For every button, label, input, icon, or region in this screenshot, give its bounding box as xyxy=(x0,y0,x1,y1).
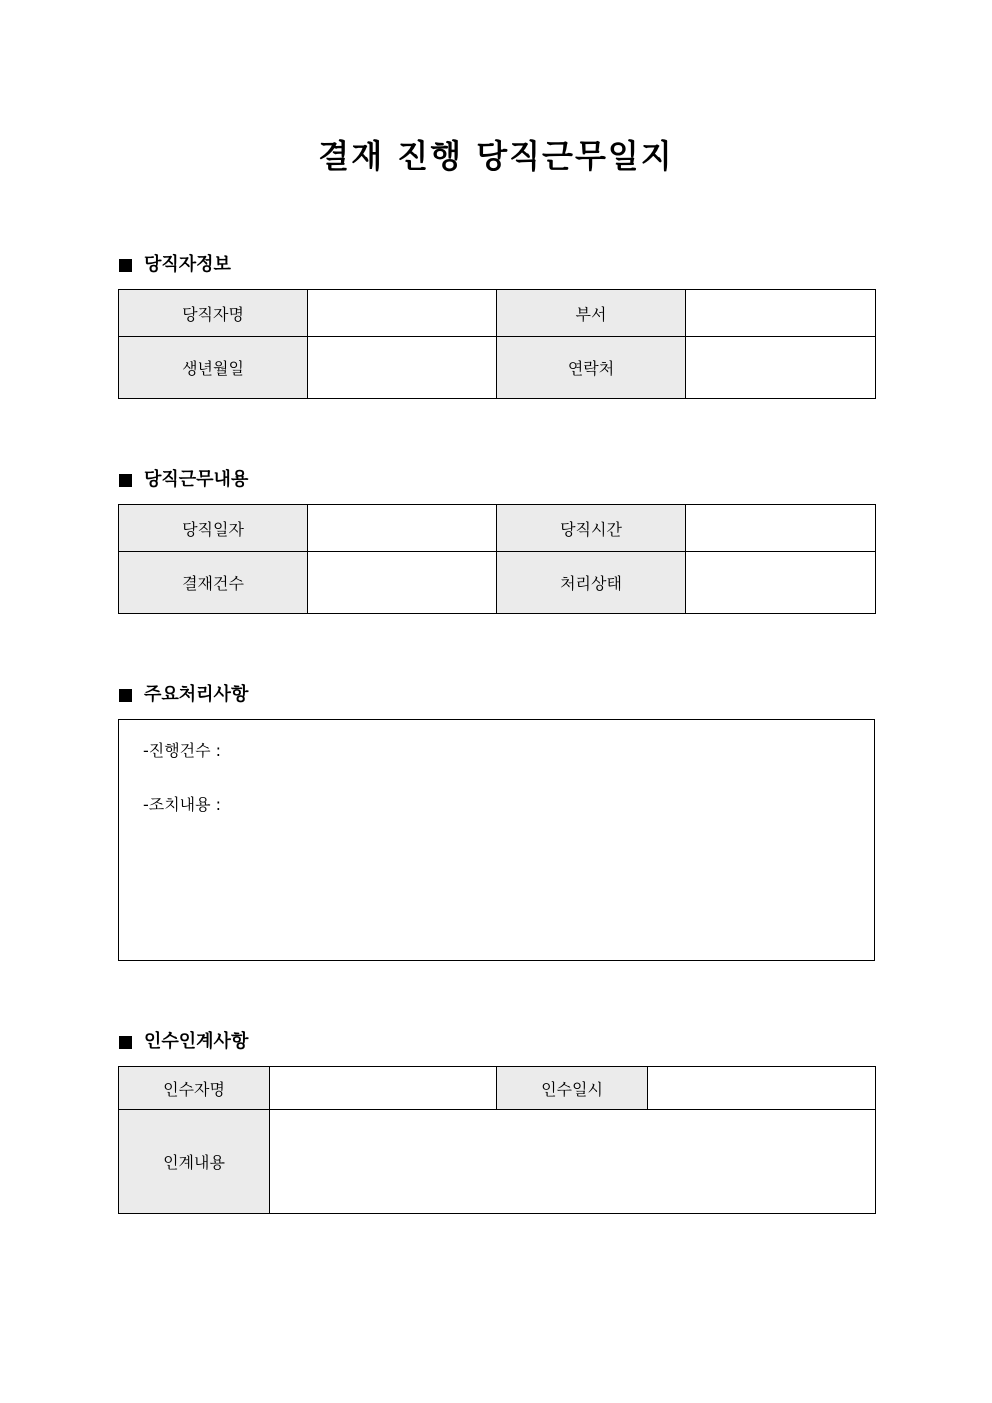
process-status-field[interactable] xyxy=(686,552,876,614)
handover-datetime-label: 인수일시 xyxy=(497,1067,648,1110)
table-row xyxy=(119,505,876,552)
square-bullet-icon xyxy=(119,474,132,487)
section-heading-handover xyxy=(119,1030,248,1054)
square-bullet-icon xyxy=(119,689,132,702)
action-content-line: -조치내용 : xyxy=(143,795,222,814)
handover-datetime-field[interactable] xyxy=(648,1067,876,1110)
duty-person-table xyxy=(118,289,876,399)
main-items-box[interactable] xyxy=(118,719,875,961)
table-row xyxy=(119,1067,876,1110)
department-label: 부서 xyxy=(497,290,686,337)
progress-count-line: -진행건수 : xyxy=(143,741,222,760)
section-heading-label: 인수인계사항 xyxy=(144,1031,249,1052)
birthdate-field[interactable] xyxy=(308,337,497,399)
handover-table xyxy=(118,1066,876,1214)
section-heading-duty-person xyxy=(119,253,231,277)
table-row xyxy=(119,290,876,337)
section-heading-duty-work xyxy=(119,468,248,492)
page-title: 결재 진행 당직근무일지 xyxy=(318,137,674,175)
table-row xyxy=(119,337,876,399)
handover-content-field[interactable] xyxy=(270,1110,876,1214)
duty-person-name-label: 당직자명 xyxy=(119,290,308,337)
section-heading-label: 주요처리사항 xyxy=(144,684,249,705)
section-heading-main-items xyxy=(119,683,248,707)
section-heading-label: 당직근무내용 xyxy=(144,469,249,490)
approval-count-field[interactable] xyxy=(308,552,497,614)
duty-time-field[interactable] xyxy=(686,505,876,552)
department-field[interactable] xyxy=(686,290,876,337)
duty-work-table xyxy=(118,504,876,614)
duty-person-name-field[interactable] xyxy=(308,290,497,337)
contact-field[interactable] xyxy=(686,337,876,399)
approval-count-label: 결재건수 xyxy=(119,552,308,614)
receiver-name-label: 인수자명 xyxy=(119,1067,270,1110)
contact-label: 연락처 xyxy=(497,337,686,399)
table-row xyxy=(119,1110,876,1214)
receiver-name-field[interactable] xyxy=(270,1067,497,1110)
duty-date-label: 당직일자 xyxy=(119,505,308,552)
section-heading-label: 당직자정보 xyxy=(144,254,231,275)
square-bullet-icon xyxy=(119,259,132,272)
birthdate-label: 생년월일 xyxy=(119,337,308,399)
duty-date-field[interactable] xyxy=(308,505,497,552)
table-row xyxy=(119,552,876,614)
process-status-label: 처리상태 xyxy=(497,552,686,614)
square-bullet-icon xyxy=(119,1036,132,1049)
duty-time-label: 당직시간 xyxy=(497,505,686,552)
handover-content-label: 인계내용 xyxy=(119,1110,270,1214)
